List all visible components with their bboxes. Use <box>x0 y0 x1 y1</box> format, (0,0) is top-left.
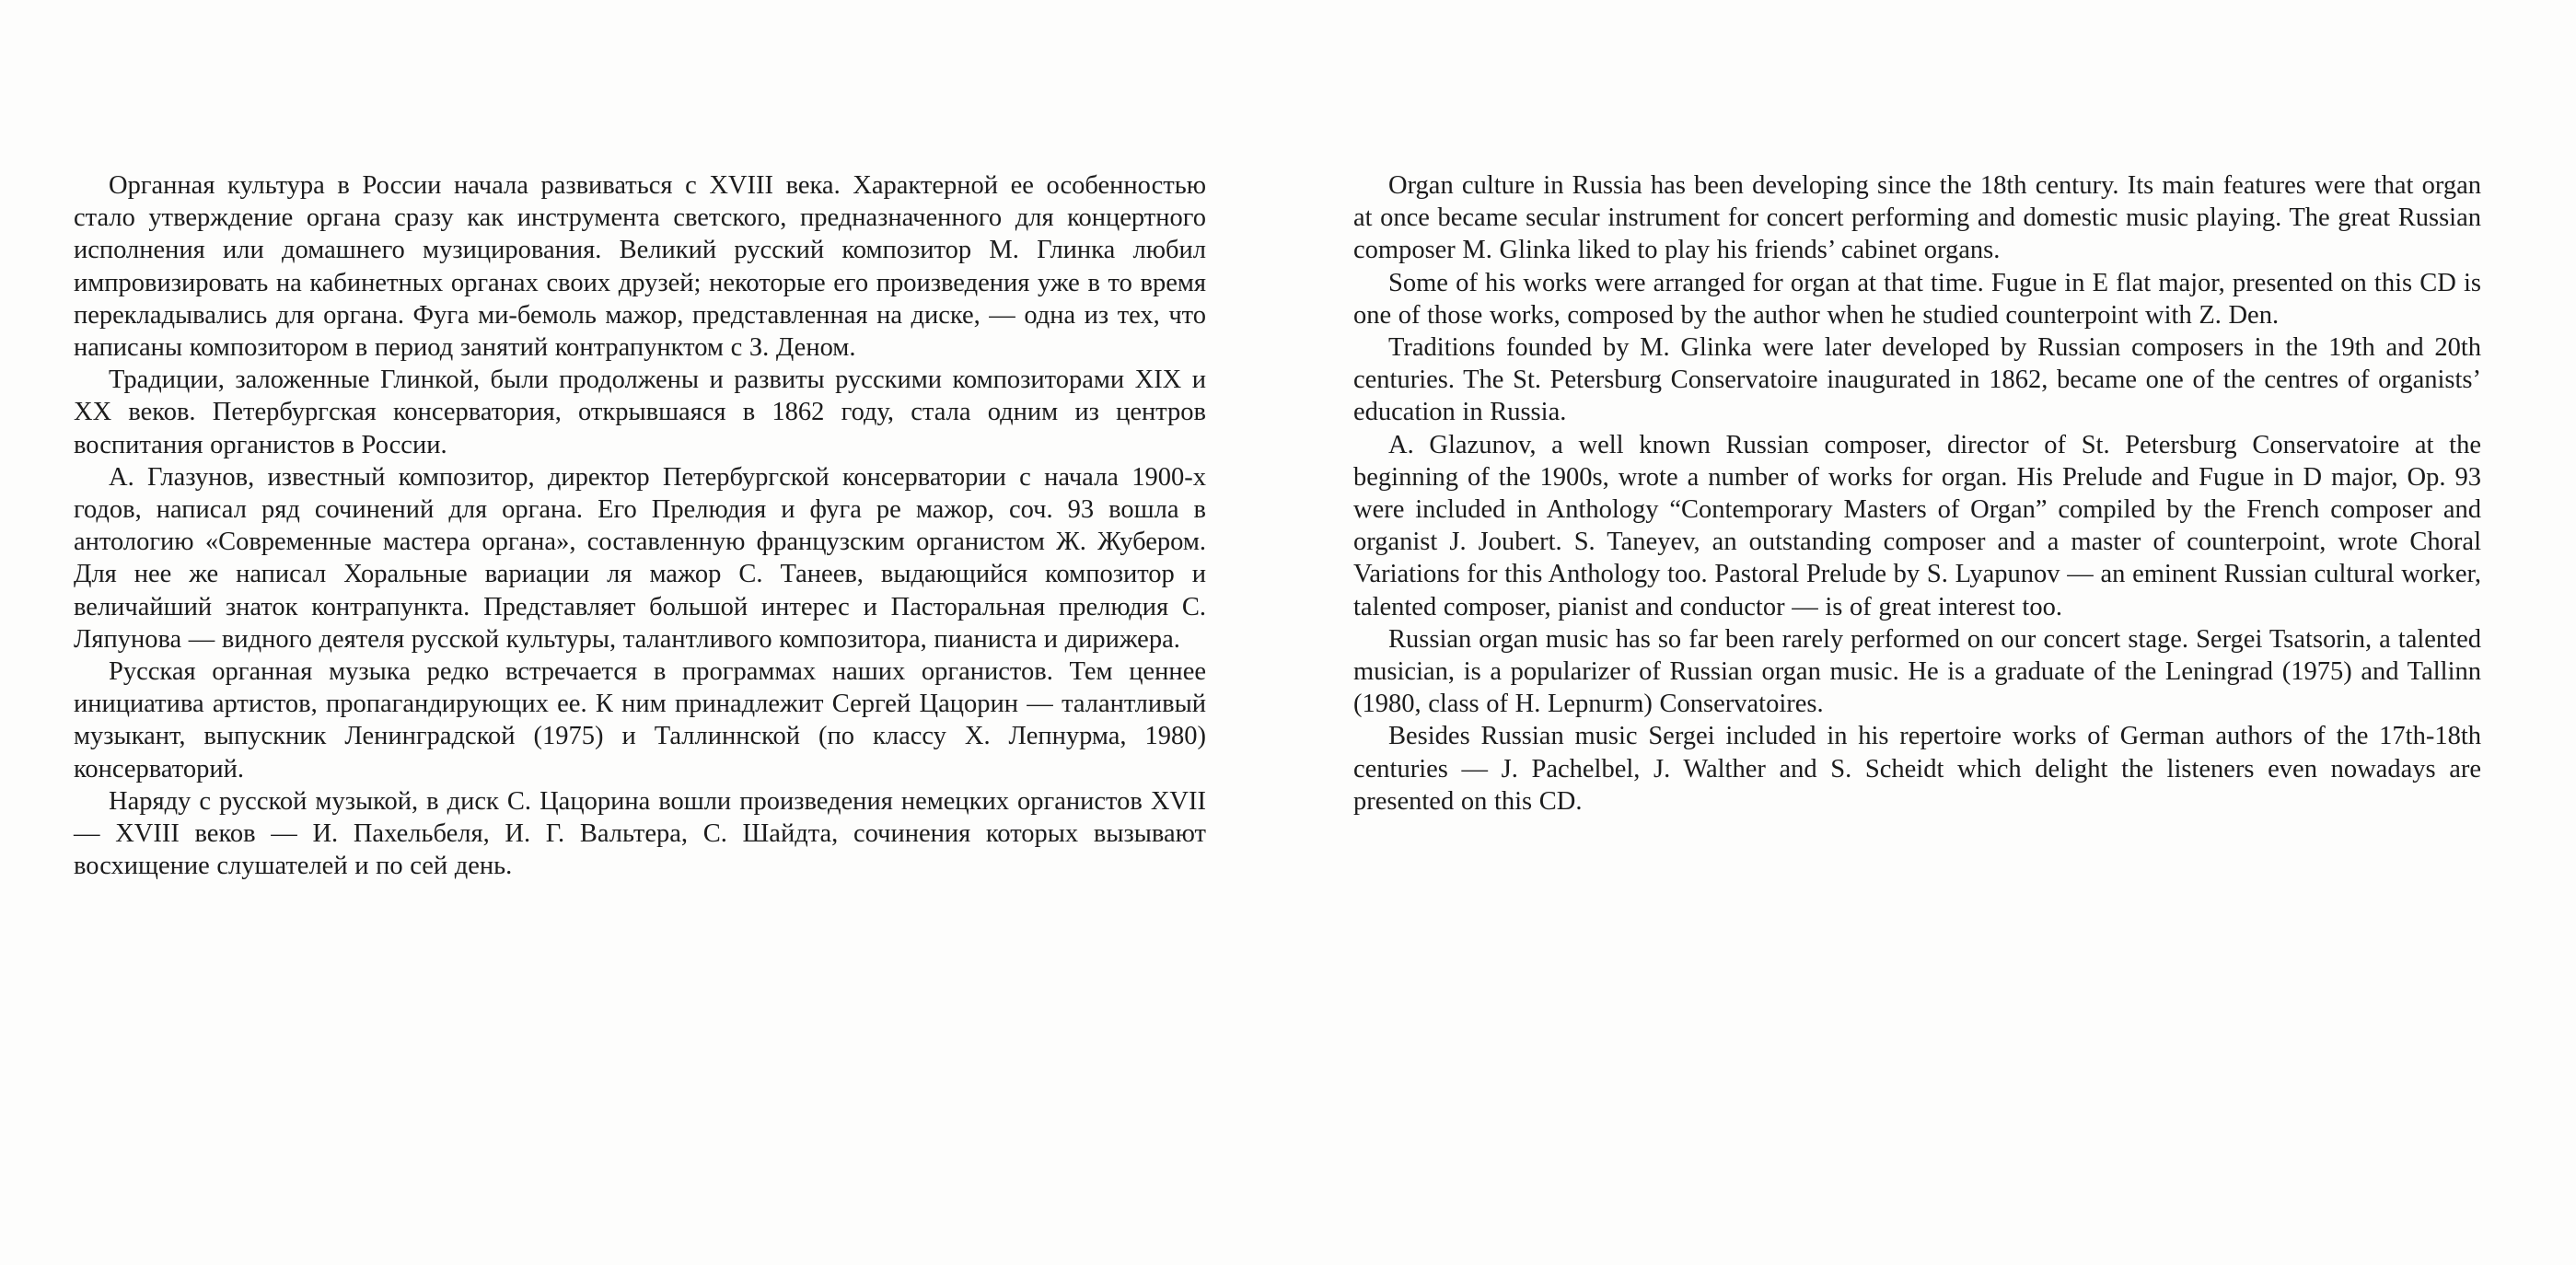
russian-text-column <box>74 169 1206 882</box>
russian-paragraph: Традиции, заложенные Глинкой, были продолжены и развиты русскими композиторами XIX и XX веков. Петербургская консерватория, открывшаяся в 1862 году, стала одним из центров воспитания органистов в России. <box>74 366 1206 459</box>
russian-paragraph: Русская органная музыка редко встречается в программах наших органистов. Тем ценнее инициатива артистов, пропагандирующих ее. К ним принадлежит Сергей Цацорин — талантливый музыкант, выпускник Ленинградской (1975) и Таллиннской (по классу Х. Лепнурма, 1980) консерваторий. <box>74 657 1206 783</box>
russian-paragraph: А. Глазунов, известный композитор, директор Петербургской консерватории с начала 1900-х годов, написал ряд сочинений для органа. Его Прелюдия и фуга ре мажор, соч. 93 вошла в антологию «Современные мастера органа», составленную французским органистом Ж. Жубером. Для нее же написал Хоральные вариации ля мажор С. Танеев, выдающийся композитор и величайший знаток контрапункта. Представляет большой интерес и Пасторальная прелюдия С. Ляпунова — видного деятеля русской культуры, талантливого композитора, пианиста и дирижера. <box>74 462 1206 654</box>
english-paragraph: A. Glazunov, a well known Russian composer, director of St. Petersburg Conservatoire at the beginning of the 1900s, wrote a number of works for organ. His Prelude and Fugue in D major, Op. 93 were included in Anthology “Contemporary Masters of Organ” compiled by the French composer and organist J. Joubert. S. Taneyev, an outstanding composer and a master of counterpoint, wrote Choral Variations for this Anthology too. Pastoral Prelude by S. Lyapunov — an eminent Russian cultural worker, talented composer, pianist and conductor — is of great interest too. <box>1353 430 2481 621</box>
english-paragraph: Besides Russian music Sergei included in his repertoire works of German authors of the 17th-18th centuries — J. Pachelbel, J. Walther and S. Scheidt which delight the listeners even nowadays are presented on this CD. <box>1353 722 2481 816</box>
english-paragraph: Organ culture in Russia has been developing since the 18th century. Its main features were that organ at once became secular instrument for concert performing and domestic music playing. The great Russian composer M. Glinka liked to play his friends’ cabinet organs. <box>1353 171 2481 265</box>
english-paragraph: Some of his works were arranged for organ at that time. Fugue in E flat major, presented on this CD is one of those works, composed by the author when he studied counterpoint with Z. Den. <box>1353 268 2481 330</box>
russian-paragraph: Наряду с русской музыкой, в диск С. Цацорина вошли произведения немецких органистов XVII — XVIII веков — И. Пахельбеля, И. Г. Вальтера, С. Шайдта, сочинения которых вызывают восхищение слушателей и по сей день. <box>74 786 1206 881</box>
english-text-column <box>1353 169 2481 818</box>
russian-paragraph: Органная культура в России начала развиваться с XVIII века. Характерной ее особенностью стало утверждение органа сразу как инструмента светского, предназначенного для концертного исполнения или домашнего музицирования. Великий русский композитор М. Глинка любил импровизировать на кабинетных органах своих друзей; некоторые его произведения уже в то время перекладывались для органа. Фуга ми-бемоль мажор, представленная на диске, — одна из тех, что написаны композитором в период занятий контрапунктом с З. Деном. <box>74 171 1206 363</box>
english-paragraph: Traditions founded by M. Glinka were later developed by Russian composers in the 19th and 20th centuries. The St. Petersburg Conservatoire inaugurated in 1862, became one of the centres of organists’ education in Russia. <box>1353 333 2481 427</box>
english-paragraph: Russian organ music has so far been rarely performed on our concert stage. Sergei Tsatsorin, a talented musician, is a popularizer of Russian organ music. He is a graduate of the Leningrad (1975) and Tallinn (1980, class of H. Lepnurm) Conservatoires. <box>1353 624 2481 719</box>
